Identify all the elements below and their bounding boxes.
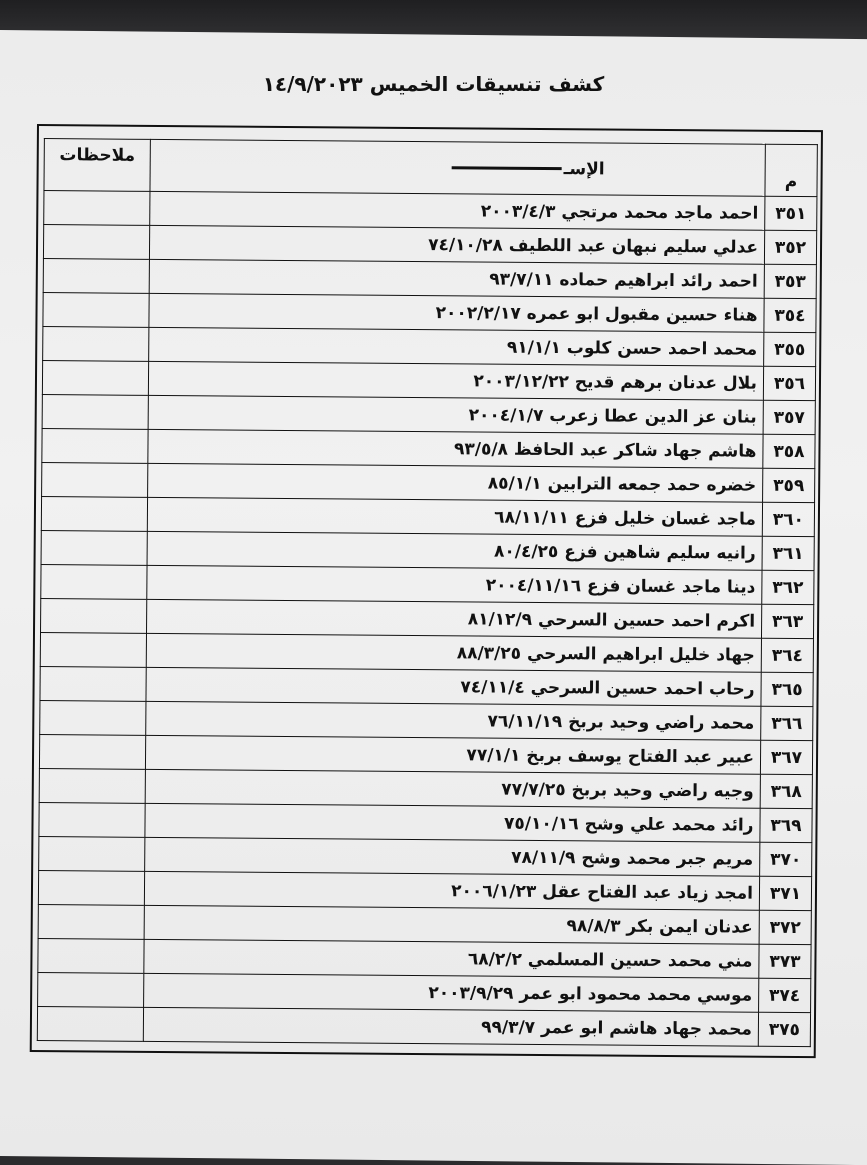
row-number: ٣٥٣ (764, 264, 816, 298)
row-name: بلال عدنان برهم قديح ٢٠٠٣/١٢/٢٢ (148, 361, 763, 400)
table-frame (30, 124, 823, 1058)
row-name: محمد جهاد هاشم ابو عمر ٩٩/٣/٧ (143, 1007, 758, 1046)
row-notes (42, 395, 148, 430)
row-number: ٣٥٥ (764, 332, 816, 366)
row-number: ٣٦٧ (760, 740, 812, 774)
row-notes (37, 1007, 143, 1042)
row-notes (40, 633, 146, 668)
row-notes (40, 667, 146, 702)
row-number: ٣٧١ (759, 876, 811, 910)
row-name: احمد رائد ابراهيم حماده ٩٣/٧/١١ (149, 259, 764, 298)
row-name: ماجد غسان خليل فزع ٦٨/١١/١١ (147, 497, 762, 536)
row-number: ٣٦٢ (762, 570, 814, 604)
row-notes (39, 837, 145, 872)
row-notes (38, 871, 144, 906)
header-name (150, 139, 765, 196)
row-number: ٣٧٣ (759, 944, 811, 978)
row-name: دينا ماجد غسان فزع ٢٠٠٤/١١/١٦ (147, 565, 762, 604)
row-number: ٣٥١ (765, 196, 817, 230)
row-name: مني محمد حسين المسلمي ٦٨/٢/٢ (144, 939, 759, 978)
roster-table (37, 138, 818, 1047)
row-name: هناء حسين مقبول ابو عمره ٢٠٠٢/٢/١٧ (149, 293, 764, 332)
row-notes (41, 497, 147, 532)
row-number: ٣٦١ (762, 536, 814, 570)
row-notes (42, 361, 148, 396)
header-number: م (765, 144, 817, 196)
row-number: ٣٦٣ (761, 604, 813, 638)
row-name: مريم جبر محمد وشح ٧٨/١١/٩ (145, 837, 760, 876)
row-number: ٣٦٤ (761, 638, 813, 672)
header-name-stroke (452, 166, 562, 170)
row-notes (39, 769, 145, 804)
row-number: ٣٦٥ (761, 672, 813, 706)
row-number: ٣٧٢ (759, 910, 811, 944)
row-notes (39, 735, 145, 770)
row-name: موسي محمد محمود ابو عمر ٢٠٠٣/٩/٢٩ (144, 973, 759, 1012)
row-number: ٣٧٠ (760, 842, 812, 876)
row-name: هاشم جهاد شاكر عبد الحافظ ٩٣/٥/٨ (148, 429, 763, 468)
table-container (37, 138, 818, 1053)
row-name: عبير عبد الفتاح يوسف بربخ ٧٧/١/١ (145, 735, 760, 774)
row-number: ٣٥٢ (764, 230, 816, 264)
row-notes (40, 701, 146, 736)
row-number: ٣٦٦ (761, 706, 813, 740)
row-notes (44, 191, 150, 226)
row-notes (42, 463, 148, 498)
row-notes (43, 327, 149, 362)
row-name: عدلي سليم نبهان عبد اللطيف ٧٤/١٠/٢٨ (149, 225, 764, 264)
row-name: محمد احمد حسن كلوب ٩١/١/١ (149, 327, 764, 366)
row-number: ٣٥٩ (763, 468, 815, 502)
row-notes (39, 803, 145, 838)
row-notes (38, 905, 144, 940)
row-notes (41, 565, 147, 600)
row-number: ٣٥٨ (763, 434, 815, 468)
row-number: ٣٥٧ (763, 400, 815, 434)
row-name: احمد ماجد محمد مرتجي ٢٠٠٣/٤/٣ (150, 191, 765, 230)
row-notes (38, 939, 144, 974)
row-number: ٣٥٤ (764, 298, 816, 332)
row-number: ٣٧٤ (759, 978, 811, 1012)
row-name: بنان عز الدين عطا زعرب ٢٠٠٤/١/٧ (148, 395, 763, 434)
row-name: جهاد خليل ابراهيم السرحي ٨٨/٣/٢٥ (146, 633, 761, 672)
page-title: كشف تنسيقات الخميس ١٤/٩/٢٠٢٣ (262, 72, 605, 96)
row-notes (43, 293, 149, 328)
row-number: ٣٦٩ (760, 808, 812, 842)
row-name: خضره حمد جمعه الترابين ٨٥/١/١ (148, 463, 763, 502)
row-name: اكرم احمد حسين السرحي ٨١/١٢/٩ (147, 599, 762, 638)
row-number: ٣٦٨ (760, 774, 812, 808)
roster-body (37, 191, 817, 1047)
row-number: ٣٥٦ (763, 366, 815, 400)
row-number: ٣٦٠ (762, 502, 814, 536)
table-row (37, 1007, 810, 1047)
row-name: رائد محمد علي وشح ٧٥/١٠/١٦ (145, 803, 760, 842)
row-notes (43, 259, 149, 294)
row-number: ٣٧٥ (758, 1012, 810, 1046)
header-row (44, 139, 817, 197)
row-name: عدنان ايمن بكر ٩٨/٨/٣ (144, 905, 759, 944)
row-notes (43, 225, 149, 260)
row-notes (42, 429, 148, 464)
header-name-label: الإسـ (563, 158, 605, 179)
row-notes (41, 531, 147, 566)
row-notes (41, 599, 147, 634)
row-notes (38, 973, 144, 1008)
header-notes: ملاحظات (44, 139, 150, 192)
row-name: محمد راضي وحيد بربخ ٧٦/١١/١٩ (146, 701, 761, 740)
row-name: وجيه راضي وحيد بربخ ٧٧/٧/٢٥ (145, 769, 760, 808)
row-name: رانيه سليم شاهين فزع ٨٠/٤/٢٥ (147, 531, 762, 570)
row-name: رحاب احمد حسين السرحي ٧٤/١١/٤ (146, 667, 761, 706)
row-name: امجد زياد عبد الفتاح عقل ٢٠٠٦/١/٢٣ (144, 871, 759, 910)
